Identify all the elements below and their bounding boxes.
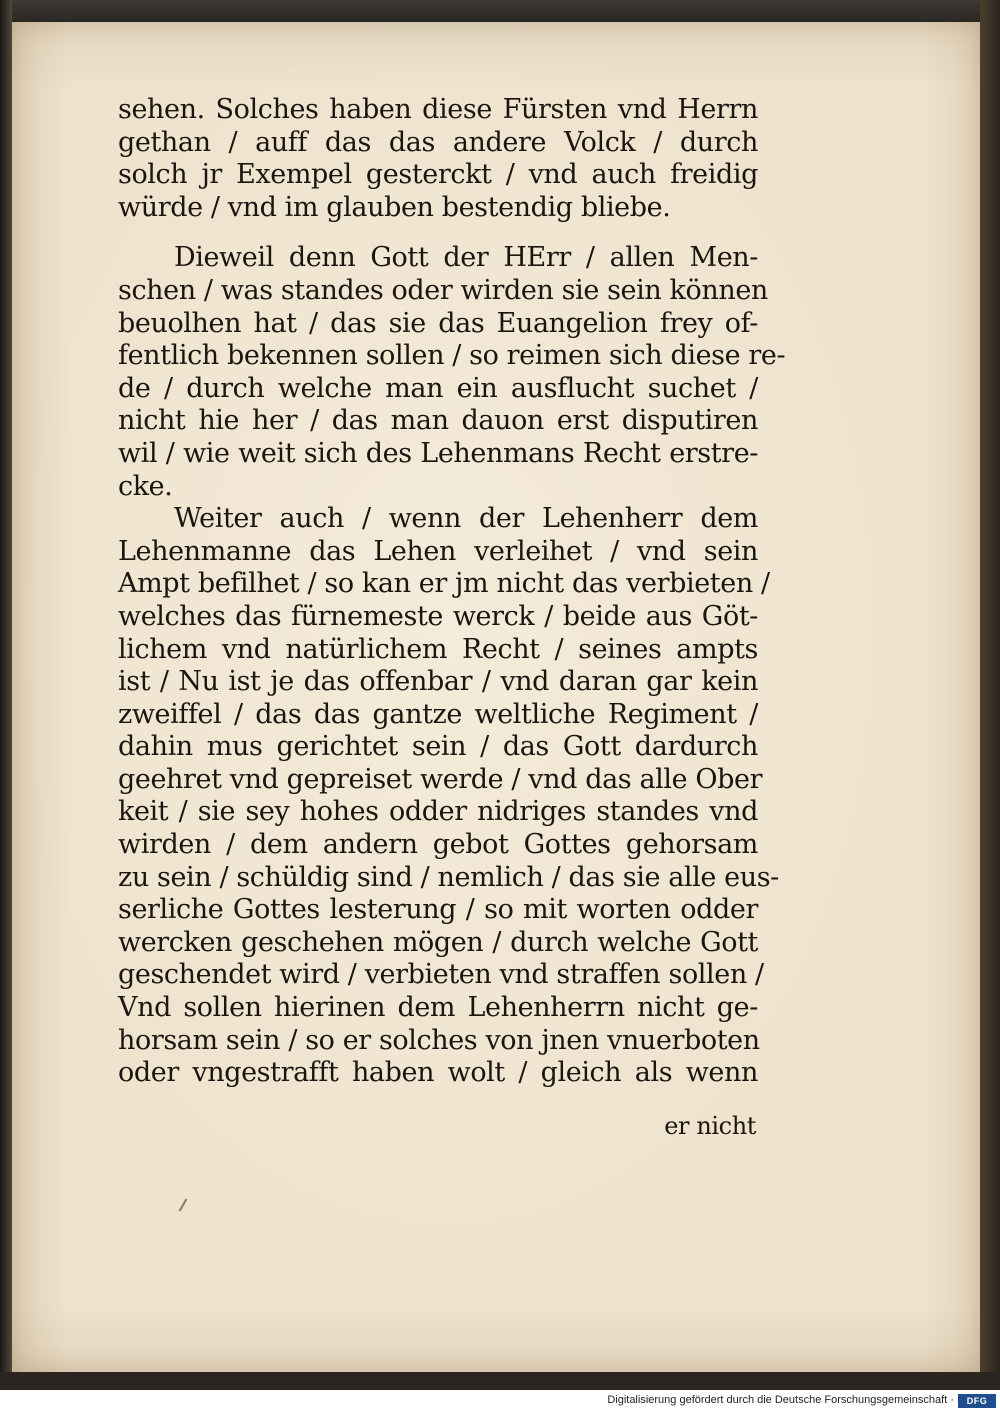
text-line: Weiter auch / wenn der Lehenherr dem	[174, 503, 758, 535]
text-line: dahin mus gerichtet sein / das Gott dardurch	[118, 731, 758, 763]
text-line: Ampt befilhet / so kan er jm nicht das verbieten /	[118, 568, 770, 600]
binding-edge-left	[0, 0, 12, 1390]
text-line: zweiffel / das das gantze weltliche Regiment /	[118, 698, 758, 730]
text-line: de / durch welche man ein ausflucht suchet /	[118, 372, 758, 404]
text-line: zu sein / schüldig sind / nemlich / das sie alle eus-	[118, 861, 779, 893]
text-line: horsam sein / so er solches von jnen vnuerboten	[118, 1024, 760, 1056]
text-line: Vnd sollen hierinen dem Lehenherrn nicht ge-	[118, 992, 758, 1024]
text-line: fentlich bekennen sollen / so reimen sich diese re-	[118, 340, 786, 372]
text-line: solch jr Exempel gesterckt / vnd auch freidig	[118, 159, 758, 191]
text-line: serliche Gottes lesterung / so mit worten odder	[118, 894, 758, 926]
dfg-logo: DFG	[958, 1394, 996, 1408]
page-text	[118, 94, 786, 1090]
text-line: beuolhen hat / das sie das Euangelion frey of-	[118, 307, 758, 339]
text-line: würde / vnd im glauben bestendig bliebe.	[118, 191, 671, 223]
text-line: geschendet wird / verbieten vnd straffen sollen /	[118, 959, 764, 991]
text-line: geehret vnd gepreiset werde / vnd das alle Ober	[118, 763, 763, 795]
text-line: welches das fürnemeste werck / beide aus Göt-	[118, 600, 758, 632]
text-line: gethan / auff das das andere Volck / durch	[118, 126, 758, 158]
binding-edge-bottom	[0, 1372, 1000, 1390]
text-line: sehen. Solches haben diese Fürsten vnd Herrn	[118, 94, 758, 125]
funding-notice: Digitalisierung gefördert durch die Deutsche Forschungsgemeinschaft ·	[607, 1394, 954, 1406]
text-line: cke.	[118, 470, 173, 502]
text-line: wirden / dem andern gebot Gottes gehorsam	[118, 829, 758, 861]
binding-edge-right	[980, 0, 1000, 1390]
catchword: er nicht	[664, 1112, 756, 1140]
text-line: schen / was standes oder wirden sie sein können	[118, 274, 768, 306]
text-line: keit / sie sey hohes odder nidriges standes vnd	[118, 796, 758, 828]
text-line: oder vngestrafft haben wolt / gleich als wenn	[118, 1057, 758, 1089]
text-line: Dieweil denn Gott der HErr / allen Men-	[174, 242, 758, 274]
text-line: lichem vnd natürlichem Recht / seines ampts	[118, 633, 758, 665]
text-line: Lehenmanne das Lehen verleihet / vnd sein	[118, 535, 758, 567]
text-line: wil / wie weit sich des Lehenmans Recht erstre-	[118, 437, 758, 469]
binding-edge-top	[0, 0, 1000, 20]
text-line: ist / Nu ist je das offenbar / vnd daran gar kein	[118, 666, 758, 698]
text-line: wercken geschehen mögen / durch welche Gott	[118, 926, 758, 958]
text-line: nicht hie her / das man dauon erst disputiren	[118, 405, 758, 437]
digitization-footer	[0, 1390, 1000, 1412]
